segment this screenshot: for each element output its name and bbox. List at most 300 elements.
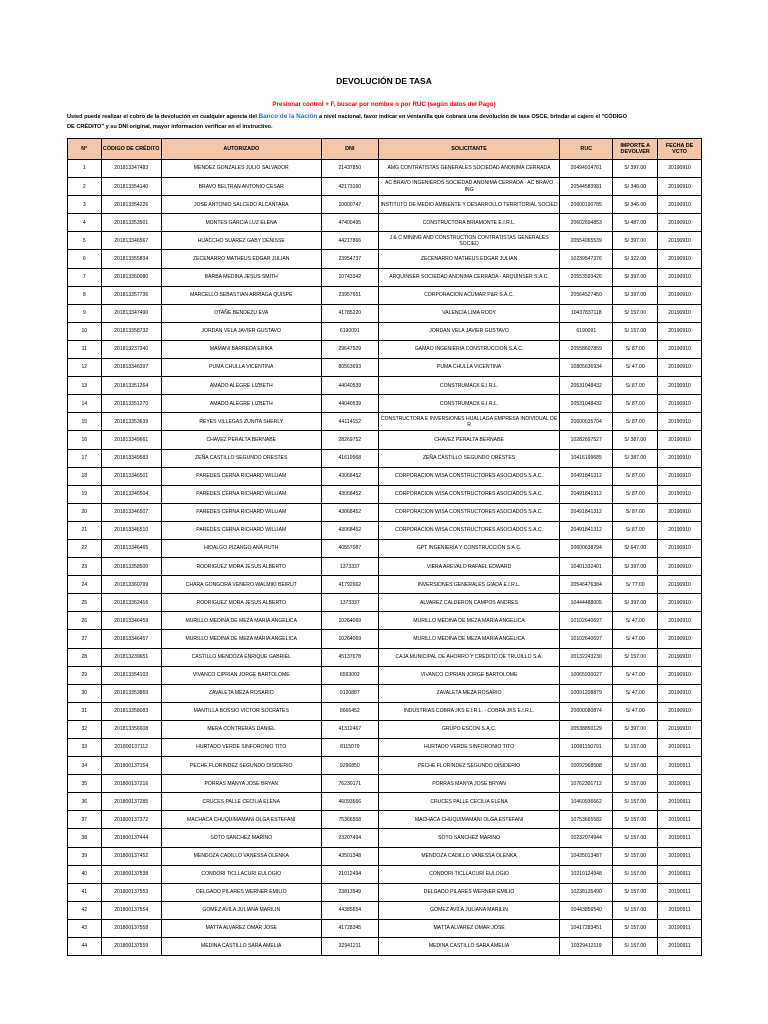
cell-codigo: 201800137285: [101, 793, 161, 811]
cell-fecha: 20190910: [658, 666, 702, 684]
cell-n: 34: [68, 757, 102, 775]
cell-autorizado: DELGADO PILARES WERNER EMILIO: [161, 883, 321, 901]
cell-codigo: 201800137558: [101, 919, 161, 937]
cell-fecha: 20190911: [658, 901, 702, 919]
cell-codigo: 201813237340: [101, 340, 161, 358]
cell-solicitante: CONSTRUCTORA BRIAMONTE E.I.R.L.: [378, 214, 559, 232]
cell-dni: 43068452: [321, 521, 378, 539]
col-header-fecha: FECHA DE VCTO: [658, 139, 702, 160]
cell-fecha: 20190910: [658, 178, 702, 196]
col-header-solicitante: SOLICITANTE: [378, 139, 559, 160]
table-header-row: [68, 139, 702, 160]
cell-autorizado: MURILLO MEDINA DE MEZA MARIA ANGELICA: [161, 630, 321, 648]
cell-autorizado: CHARA GONGORA VENERO WALMIKI BEIRUT: [161, 576, 321, 594]
cell-importe: S/ 387.00: [613, 449, 658, 467]
cell-fecha: 20190911: [658, 865, 702, 883]
cell-n: 37: [68, 811, 102, 829]
cell-codigo: 201800137553: [101, 883, 161, 901]
cell-dni: 9296850: [321, 757, 378, 775]
cell-fecha: 20190910: [658, 485, 702, 503]
cell-ruc: 10443856540: [560, 901, 613, 919]
cell-importe: S/ 47.00: [613, 666, 658, 684]
cell-ruc: 10460936662: [560, 793, 613, 811]
cell-importe: S/ 157.00: [613, 865, 658, 883]
cell-solicitante: CORPORACION WISA CONSTRUCTORES ASOCIADOS S.A.C.: [378, 521, 559, 539]
cell-solicitante: INSTITUTO DE MEDIO AMBIENTE Y DESARROLLO TERRITORIAL SOCIED: [378, 196, 559, 214]
table-row: [68, 178, 702, 196]
cell-autorizado: PAREDES CERNA RICHARD WILLIAM: [161, 521, 321, 539]
cell-n: 18: [68, 467, 102, 485]
cell-n: 10: [68, 322, 102, 340]
cell-n: 16: [68, 431, 102, 449]
cell-fecha: 20190910: [658, 268, 702, 286]
cell-dni: 32941211: [321, 938, 378, 956]
cell-fecha: 20190910: [658, 684, 702, 702]
cell-fecha: 20190910: [658, 286, 702, 304]
page-title: DEVOLUCIÓN DE TASA: [336, 76, 432, 86]
cell-n: 17: [68, 449, 102, 467]
cell-n: 14: [68, 395, 102, 413]
cell-n: 24: [68, 576, 102, 594]
table-row: [68, 214, 702, 232]
cell-codigo: 201813360799: [101, 576, 161, 594]
cell-fecha: 20190910: [658, 340, 702, 358]
cell-ruc: 10762301712: [560, 775, 613, 793]
cell-ruc: 20600190785: [560, 196, 613, 214]
table-row: [68, 829, 702, 847]
cell-solicitante: MACHACA CHUQUIMAMANI OLGA ESTEFANI: [378, 811, 559, 829]
cell-autorizado: MARCELLO SEBASTIAN ARRIAGA QUISPE: [161, 286, 321, 304]
cell-solicitante: CORPORACION WISA CONSTRUCTORES ASOCIADOS S.A.C.: [378, 503, 559, 521]
cell-codigo: 201800137154: [101, 757, 161, 775]
cell-solicitante: MEDINA CASTILLO SARA AMELIA: [378, 938, 559, 956]
cell-n: 3: [68, 196, 102, 214]
cell-importe: S/ 157.00: [613, 322, 658, 340]
cell-fecha: 20190911: [658, 829, 702, 847]
cell-dni: 1373337: [321, 594, 378, 612]
cell-dni: 6190091: [321, 322, 378, 340]
cell-codigo: 201813346397: [101, 359, 161, 377]
cell-autorizado: PAREDES CERNA RICHARD WILLIAM: [161, 503, 321, 521]
cell-dni: 41785220: [321, 304, 378, 322]
cell-solicitante: CORPORACION WISA CONSTRUCTORES ASOCIADOS S.A.C.: [378, 485, 559, 503]
table-row: [68, 268, 702, 286]
cell-codigo: 201813354226: [101, 196, 161, 214]
cell-ruc: 10416199685: [560, 449, 613, 467]
cell-fecha: 20190911: [658, 938, 702, 956]
cell-n: 20: [68, 503, 102, 521]
cell-ruc: 10092968508: [560, 757, 613, 775]
refund-table: [67, 138, 702, 956]
cell-fecha: 20190910: [658, 449, 702, 467]
table-row: [68, 739, 702, 757]
cell-autorizado: AMADO ALEGRE LIZBETH: [161, 377, 321, 395]
cell-autorizado: ZEÑA CASTILLO SEGUNDO ORESTES: [161, 449, 321, 467]
cell-ruc: 20538850129: [560, 720, 613, 738]
cell-dni: 43068452: [321, 467, 378, 485]
cell-n: 43: [68, 919, 102, 937]
cell-codigo: 201813354140: [101, 178, 161, 196]
cell-codigo: 201813353501: [101, 214, 161, 232]
cell-dni: 23207494: [321, 829, 378, 847]
table-row: [68, 196, 702, 214]
cell-codigo: 201813349661: [101, 431, 161, 449]
cell-n: 33: [68, 739, 102, 757]
cell-fecha: 20190910: [658, 322, 702, 340]
cell-importe: S/ 87.00: [613, 340, 658, 358]
cell-n: 15: [68, 413, 102, 431]
cell-ruc: 20553593426: [560, 268, 613, 286]
cell-solicitante: VALENCIA LIMA RODY: [378, 304, 559, 322]
cell-solicitante: AMG CONTRATISTAS GENERALES SOCIEDAD ANONIMA CERRADA: [378, 160, 559, 178]
cell-solicitante: ZAVALETA MEZA ROSARIO: [378, 684, 559, 702]
cell-fecha: 20190910: [658, 214, 702, 232]
cell-importe: S/ 157.00: [613, 938, 658, 956]
cell-fecha: 20190910: [658, 250, 702, 268]
cell-solicitante: J & C MINING AND CONSTRUCTION CONTRATISTAS GENERALES SOCIED: [378, 232, 559, 250]
cell-importe: S/ 322.00: [613, 250, 658, 268]
cell-dni: 76230171: [321, 775, 378, 793]
cell-importe: S/ 47.00: [613, 630, 658, 648]
cell-autorizado: MATTA ALVAREZ OMAR JOSE: [161, 919, 321, 937]
cell-fecha: 20190910: [658, 431, 702, 449]
cell-autorizado: AMADO ALEGRE LIZBETH: [161, 395, 321, 413]
table-row: [68, 232, 702, 250]
cell-codigo: 201813347490: [101, 304, 161, 322]
cell-ruc: 10091208879: [560, 684, 613, 702]
cell-codigo: 201800137452: [101, 847, 161, 865]
cell-solicitante: VIERA AREVALO RAFAEL EDWARD: [378, 558, 559, 576]
cell-solicitante: CORPORACION WISA CONSTRUCTORES ASOCIADOS S.A.C.: [378, 467, 559, 485]
table-row: [68, 702, 702, 720]
table-row: [68, 467, 702, 485]
cell-codigo: 201813358083: [101, 702, 161, 720]
cell-dni: 9120887: [321, 684, 378, 702]
cell-importe: S/ 157.00: [613, 304, 658, 322]
cell-dni: 41312467: [321, 720, 378, 738]
cell-codigo: 201800137554: [101, 901, 161, 919]
cell-n: 41: [68, 883, 102, 901]
cell-autorizado: MACHACA CHUQUIMAMANI OLGA ESTEFANI: [161, 811, 321, 829]
table-row: [68, 847, 702, 865]
cell-n: 26: [68, 612, 102, 630]
cell-autorizado: ZECENARRO MATHEUS EDGAR JULIAN: [161, 250, 321, 268]
cell-ruc: 10102640697: [560, 612, 613, 630]
cell-autorizado: HUACCHO SUAREZ GABY DENISSE: [161, 232, 321, 250]
cell-codigo: 201813346504: [101, 485, 161, 503]
cell-ruc: 20531048432: [560, 377, 613, 395]
cell-fecha: 20190910: [658, 612, 702, 630]
cell-fecha: 20190911: [658, 739, 702, 757]
cell-importe: S/ 157.00: [613, 793, 658, 811]
cell-ruc: 20554065539: [560, 232, 613, 250]
cell-n: 42: [68, 901, 102, 919]
cell-ruc: 10329412119: [560, 938, 613, 956]
cell-dni: 44040539: [321, 395, 378, 413]
table-row: [68, 720, 702, 738]
cell-solicitante: MURILLO MEDINA DE MEZA MARIA ANGELICA: [378, 612, 559, 630]
cell-codigo: 201813353639: [101, 413, 161, 431]
cell-dni: 40557087: [321, 539, 378, 557]
cell-solicitante: GPT INGENIERÍA Y CONSTRUCCIÓN S.A.C.: [378, 539, 559, 557]
cell-importe: S/ 47.00: [613, 702, 658, 720]
cell-fecha: 20190910: [658, 413, 702, 431]
cell-ruc: 10238135490: [560, 883, 613, 901]
cell-autorizado: PECHE FLORINDEZ SEGUNDO DISIDERIO: [161, 757, 321, 775]
cell-dni: 44040539: [321, 377, 378, 395]
cell-dni: 8115079: [321, 739, 378, 757]
cell-solicitante: GAMAO INGENIERIA CONSTRUCCION S.A.C.: [378, 340, 559, 358]
col-header-dni: DNI: [321, 139, 378, 160]
intro-text-2: a nivel nacional, favor indicar en ventanilla que cobrará una devolución de tasa OSCE, brindar al cajero el "CÓDIGO DE CRÉDITO" y su DNI original, mayor información verificar en el instructivo.: [67, 114, 627, 130]
col-header-importe: IMPORTE A DEVOLVER: [613, 139, 658, 160]
cell-dni: 8666452: [321, 702, 378, 720]
cell-n: 31: [68, 702, 102, 720]
cell-codigo: 201813358732: [101, 322, 161, 340]
search-hint: Presionar control + F, buscar por nombre o por RUC (según datos del Pago): [272, 101, 496, 108]
cell-autorizado: MONTES GARCIA LUZ ELENA: [161, 214, 321, 232]
col-header-n: N°: [68, 139, 102, 160]
table-row: [68, 648, 702, 666]
cell-codigo: 201813356608: [101, 720, 161, 738]
cell-dni: 29647929: [321, 340, 378, 358]
cell-fecha: 20190911: [658, 847, 702, 865]
cell-solicitante: PORRAS MANYA JOSE BRYAN: [378, 775, 559, 793]
cell-autorizado: HIDALGO PIZANGO ANA RUTH: [161, 539, 321, 557]
cell-autorizado: MERA CONTRERAS DANIEL: [161, 720, 321, 738]
cell-ruc: 20602694853: [560, 214, 613, 232]
cell-ruc: 10282697527: [560, 431, 613, 449]
table-row: [68, 666, 702, 684]
cell-importe: S/ 397.00: [613, 558, 658, 576]
cell-codigo: 201813360080: [101, 268, 161, 286]
cell-codigo: 201800137216: [101, 775, 161, 793]
cell-fecha: 20190910: [658, 576, 702, 594]
cell-codigo: 201800137372: [101, 811, 161, 829]
cell-ruc: 20491841312: [560, 503, 613, 521]
cell-importe: S/ 77.00: [613, 576, 658, 594]
cell-fecha: 20190910: [658, 594, 702, 612]
table-row: [68, 539, 702, 557]
cell-codigo: 201813346510: [101, 521, 161, 539]
table-row: [68, 757, 702, 775]
cell-codigo: 201813347483: [101, 160, 161, 178]
cell-importe: S/ 157.00: [613, 883, 658, 901]
table-row: [68, 793, 702, 811]
cell-ruc: 20544583981: [560, 178, 613, 196]
cell-dni: 28269752: [321, 431, 378, 449]
table-row: [68, 286, 702, 304]
cell-dni: 44114152: [321, 413, 378, 431]
cell-importe: S/ 87.00: [613, 467, 658, 485]
table-row: [68, 503, 702, 521]
cell-importe: S/ 87.00: [613, 521, 658, 539]
cell-dni: 41619968: [321, 449, 378, 467]
table-row: [68, 521, 702, 539]
cell-codigo: 201813349583: [101, 449, 161, 467]
cell-dni: 41792662: [321, 576, 378, 594]
cell-fecha: 20190910: [658, 196, 702, 214]
cell-fecha: 20190910: [658, 395, 702, 413]
cell-solicitante: ARQUINSER SOCIEDAD ANONIMA CERRADA - ARQUINSER S.A.C.: [378, 268, 559, 286]
cell-ruc: 10239547376: [560, 250, 613, 268]
cell-codigo: 201813346501: [101, 467, 161, 485]
cell-solicitante: MURILLO MEDINA DE MEZA MARIA ANGELICA: [378, 630, 559, 648]
cell-importe: S/ 397.00: [613, 268, 658, 286]
cell-ruc: 10805636934: [560, 359, 613, 377]
cell-ruc: 20491841312: [560, 467, 613, 485]
table-row: [68, 901, 702, 919]
cell-solicitante: ALVAREZ CALDERON CAMPOS ANDRES: [378, 594, 559, 612]
table-row: [68, 485, 702, 503]
cell-n: 13: [68, 377, 102, 395]
cell-importe: S/ 157.00: [613, 648, 658, 666]
cell-n: 40: [68, 865, 102, 883]
intro-text-1: Usted puede realizar el cobro de la devolución en cualquier agencia del: [67, 114, 259, 120]
cell-solicitante: CORPORACION ACUMAR P&R S.A.C.: [378, 286, 559, 304]
cell-autorizado: JOSE ANTONIO SALCEDO ALCANTARA: [161, 196, 321, 214]
cell-codigo: 201813355834: [101, 250, 161, 268]
cell-importe: S/ 157.00: [613, 901, 658, 919]
cell-solicitante: GOMEZ AVILA JULIANA MARILIN: [378, 901, 559, 919]
table-row: [68, 775, 702, 793]
cell-codigo: 201800137444: [101, 829, 161, 847]
cell-solicitante: CONSTRUMACK E.I.R.L.: [378, 395, 559, 413]
cell-autorizado: GOMEZ AVILA JULIANA MARILIN: [161, 901, 321, 919]
cell-dni: 45137678: [321, 648, 378, 666]
cell-codigo: 201800137559: [101, 938, 161, 956]
cell-ruc: 10417283451: [560, 919, 613, 937]
cell-codigo: 201813351270: [101, 395, 161, 413]
cell-dni: 21437850: [321, 160, 378, 178]
cell-n: 8: [68, 286, 102, 304]
cell-importe: S/ 157.00: [613, 811, 658, 829]
cell-fecha: 20190910: [658, 503, 702, 521]
cell-solicitante: ZEÑA CASTILLO SEGUNDO ORESTES: [378, 449, 559, 467]
cell-autorizado: MEDINA CASTILLO SARA AMELIA: [161, 938, 321, 956]
cell-importe: S/ 397.00: [613, 232, 658, 250]
cell-autorizado: VIVANCO CIPRIAN JORGE BARTOLOME: [161, 666, 321, 684]
cell-solicitante: INDUSTRIAS COBRA JKS E.I.R.L. - COBRA JKS E.I.R.L.: [378, 702, 559, 720]
cell-ruc: 10401332401: [560, 558, 613, 576]
table-row: [68, 811, 702, 829]
cell-autorizado: CRUCES PALLE CECILIA ELENA: [161, 793, 321, 811]
cell-codigo: 201813353869: [101, 684, 161, 702]
cell-solicitante: DELGADO PILARES WERNER EMILIO: [378, 883, 559, 901]
cell-importe: S/ 47.00: [613, 612, 658, 630]
cell-n: 19: [68, 485, 102, 503]
cell-importe: S/ 397.00: [613, 720, 658, 738]
cell-n: 39: [68, 847, 102, 865]
cell-solicitante: PUMA CHULLA VICENTINA: [378, 359, 559, 377]
cell-dni: 46093666: [321, 793, 378, 811]
cell-importe: S/ 157.00: [613, 775, 658, 793]
bank-name: Banco de la Nación: [258, 113, 318, 120]
cell-fecha: 20190910: [658, 304, 702, 322]
cell-solicitante: HURTADO VERDE SINFORONIO TITO: [378, 739, 559, 757]
table-row: [68, 431, 702, 449]
cell-autorizado: CASTILLO MENDOZA ENRIQUE GABRIEL: [161, 648, 321, 666]
cell-n: 25: [68, 594, 102, 612]
cell-importe: S/ 346.00: [613, 196, 658, 214]
table-row: [68, 919, 702, 937]
cell-codigo: 201813239651: [101, 648, 161, 666]
cell-fecha: 20190911: [658, 757, 702, 775]
cell-solicitante: PECHE FLORINDEZ SEGUNDO DISIDERIO: [378, 757, 559, 775]
cell-fecha: 20190911: [658, 883, 702, 901]
cell-fecha: 20190910: [658, 521, 702, 539]
cell-autorizado: CHAVEZ PERALTA BERNABE: [161, 431, 321, 449]
cell-solicitante: MATTA ALVAREZ OMAR JOSE: [378, 919, 559, 937]
cell-fecha: 20190910: [658, 720, 702, 738]
cell-n: 1: [68, 160, 102, 178]
intro-paragraph: [67, 112, 627, 132]
cell-codigo: 201813346465: [101, 539, 161, 557]
cell-autorizado: RODRIGUEZ MORA JESUS ALBERTO: [161, 594, 321, 612]
cell-fecha: 20190910: [658, 630, 702, 648]
cell-solicitante: CONDORI TICLLACURI EULOGIO: [378, 865, 559, 883]
cell-ruc: 10065930027: [560, 666, 613, 684]
table-row: [68, 413, 702, 431]
cell-dni: 47400495: [321, 214, 378, 232]
cell-n: 32: [68, 720, 102, 738]
cell-codigo: 201800137112: [101, 739, 161, 757]
cell-ruc: 20564527450: [560, 286, 613, 304]
cell-n: 21: [68, 521, 102, 539]
cell-ruc: 10437837118: [560, 304, 613, 322]
cell-importe: S/ 47.00: [613, 684, 658, 702]
cell-n: 30: [68, 684, 102, 702]
cell-fecha: 20190910: [658, 232, 702, 250]
cell-n: 9: [68, 304, 102, 322]
cell-ruc: 10102640697: [560, 630, 613, 648]
cell-dni: 43501348: [321, 847, 378, 865]
cell-solicitante: MENDOZA CADILLO VANESSA OLENKA: [378, 847, 559, 865]
table-row: [68, 630, 702, 648]
cell-autorizado: MENDOZA CADILLO VANESSA OLENKA: [161, 847, 321, 865]
cell-importe: S/ 87.00: [613, 503, 658, 521]
cell-autorizado: PAREDES CERNA RICHARD WILLIAM: [161, 467, 321, 485]
cell-solicitante: CONSTRUCTORA E INVERSIONES HUALLAGA EMPRESA INDIVIDUAL DE R: [378, 413, 559, 431]
cell-codigo: 201800137538: [101, 865, 161, 883]
cell-n: 44: [68, 938, 102, 956]
cell-fecha: 20190911: [658, 793, 702, 811]
cell-importe: S/ 87.00: [613, 377, 658, 395]
table-row: [68, 938, 702, 956]
cell-solicitante: AC BRAVO INGENIEROS SOCIEDAD ANONIMA CERRADA - AC BRAVO ING: [378, 178, 559, 196]
cell-ruc: 6190091: [560, 322, 613, 340]
cell-n: 7: [68, 268, 102, 286]
cell-dni: 23954737: [321, 250, 378, 268]
cell-ruc: 10232074944: [560, 829, 613, 847]
cell-ruc: 20491841312: [560, 485, 613, 503]
cell-ruc: 10210124948: [560, 865, 613, 883]
cell-ruc: 20494914761: [560, 160, 613, 178]
table-row: [68, 576, 702, 594]
cell-importe: S/ 87.00: [613, 395, 658, 413]
cell-autorizado: JORDAN VELA JAVIER GUSTAVO: [161, 322, 321, 340]
cell-autorizado: MAMANI BARREDA ERIKA: [161, 340, 321, 358]
table-row: [68, 377, 702, 395]
cell-n: 29: [68, 666, 102, 684]
cell-n: 4: [68, 214, 102, 232]
cell-fecha: 20190911: [658, 811, 702, 829]
cell-ruc: 10435013487: [560, 847, 613, 865]
table-row: [68, 612, 702, 630]
col-header-codigo: CÓDIGO DE CRÉDITO: [101, 139, 161, 160]
cell-fecha: 20190910: [658, 359, 702, 377]
cell-autorizado: PUMA CHULLA VICENTINA: [161, 359, 321, 377]
